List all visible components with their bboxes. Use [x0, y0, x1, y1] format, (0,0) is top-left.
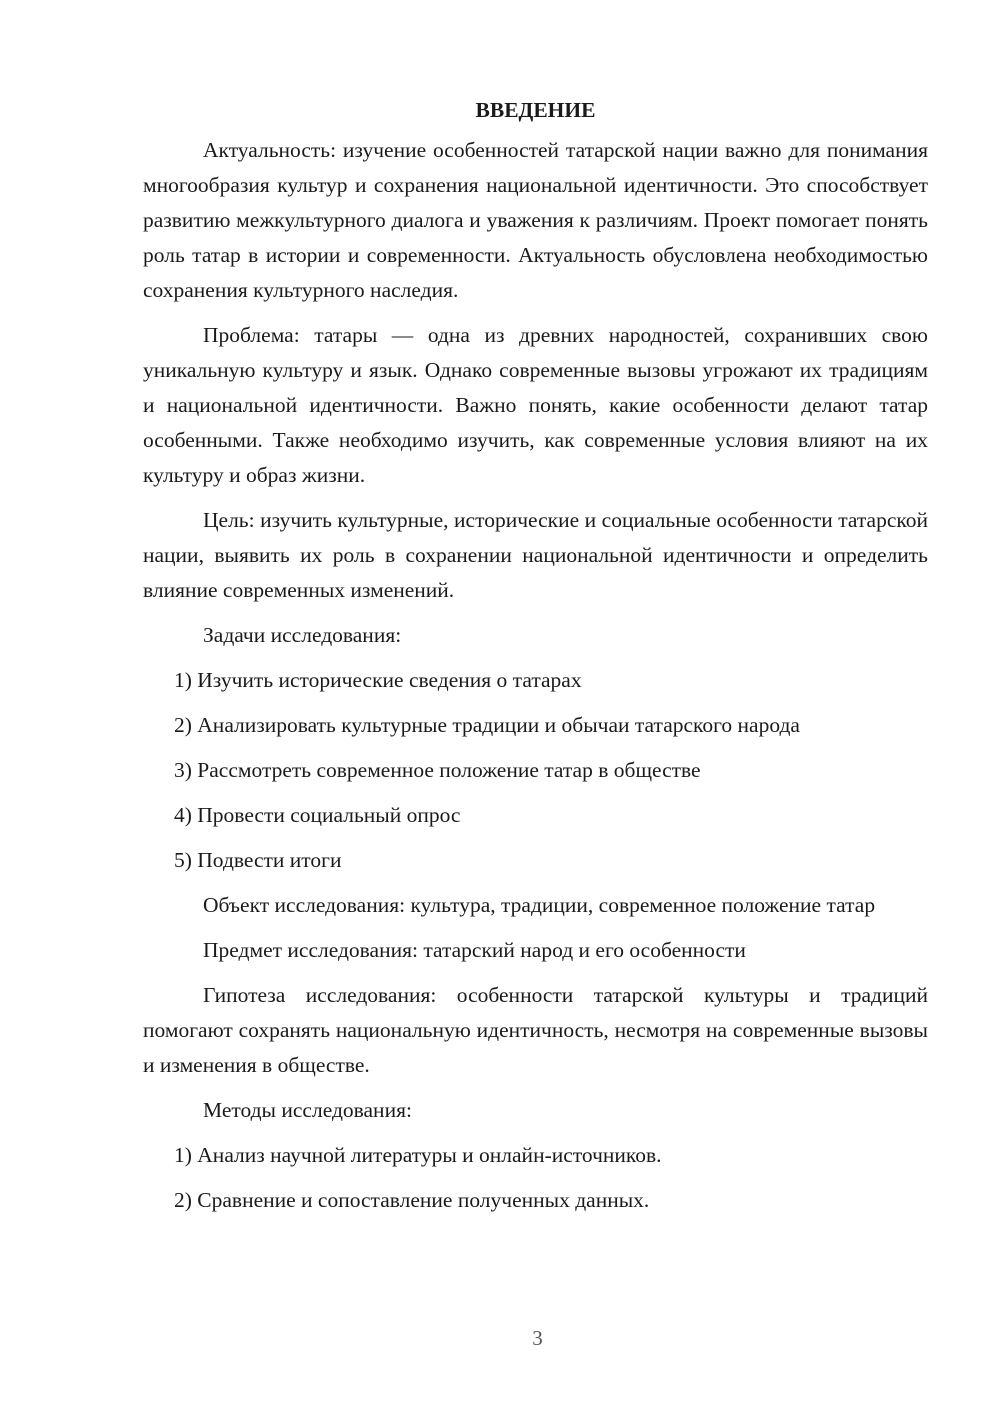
- page-number: 3: [532, 1326, 543, 1350]
- method-item: 1) Анализ научной литературы и онлайн-источников.: [174, 1143, 662, 1167]
- problem-paragraph: Проблема: татары — одна из древних народностей, сохранивших свою уникальную культуру и язык. Однако современные вызовы угрожают их традициям и национальной идентичности. Важно понять, какие особенности делают татар особенными. Также необходимо изучить, как современные условия влияют на их культуру и образ жизни.: [143, 323, 928, 487]
- task-item: 1) Изучить исторические сведения о татарах: [174, 668, 582, 692]
- methods-heading: Методы исследования:: [203, 1098, 412, 1122]
- methods-list: [143, 1138, 928, 1218]
- tasks-heading: Задачи исследования:: [203, 623, 402, 647]
- goal-paragraph: Цель: изучить культурные, исторические и социальные особенности татарской нации, выявить их роль в сохранении национальной идентичности и определить влияние современных изменений.: [143, 508, 928, 602]
- task-item: 2) Анализировать культурные традиции и обычаи татарского народа: [174, 713, 800, 737]
- tasks-list: [143, 663, 928, 878]
- relevance-paragraph: Актуальность: изучение особенностей татарской нации важно для понимания многообразия культур и сохранения национальной идентичности. Это способствует развитию межкультурного диалога и уважения к различиям. Проект помогает понять роль татар в истории и современности. Актуальность обусловлена необходимостью сохранения культурного наследия.: [143, 138, 928, 302]
- method-item: 2) Сравнение и сопоставление полученных данных.: [174, 1188, 650, 1212]
- task-item: 3) Рассмотреть современное положение татар в обществе: [174, 758, 701, 782]
- object-paragraph: Объект исследования: культура, традиции, современное положение татар: [203, 893, 876, 917]
- task-item: 5) Подвести итоги: [174, 848, 342, 872]
- hypothesis-paragraph: Гипотеза исследования: особенности татарской культуры и традиций помогают сохранять национальную идентичность, несмотря на современные вызовы и изменения в обществе.: [143, 983, 928, 1077]
- task-item: 4) Провести социальный опрос: [174, 803, 461, 827]
- subject-paragraph: Предмет исследования: татарский народ и его особенности: [203, 938, 746, 962]
- section-heading: ВВЕДЕНИЕ: [475, 98, 596, 122]
- document-page: [143, 92, 928, 1228]
